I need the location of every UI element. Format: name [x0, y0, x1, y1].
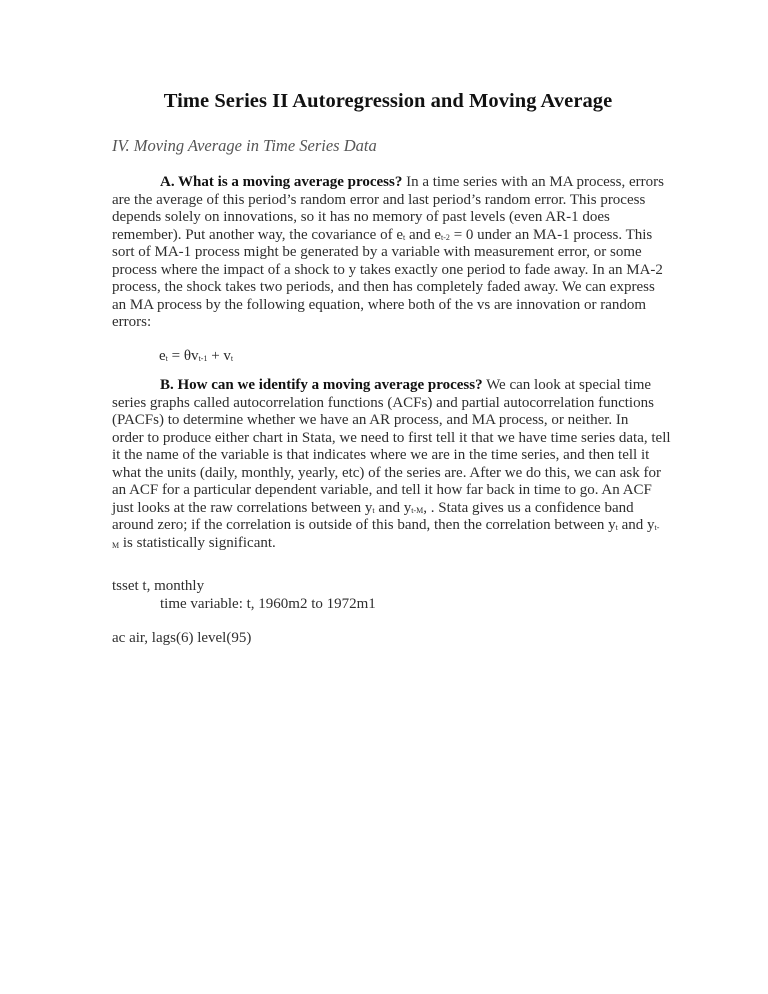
paragraph-line: B. How can we identify a moving average process? We can look at special time	[160, 377, 652, 393]
ma-equation: $e_t = \theta v_{t-1} + v_t$	[159, 348, 234, 364]
paragraph-line: errors:	[112, 314, 152, 330]
paragraph-line: around zero; if the correlation is outside of this band, then the correlation between $y_t$ and $y_{t-}$	[112, 517, 660, 533]
stata-command-ac	[112, 630, 664, 648]
paragraph-line: series graphs called autocorrelation functions (ACFs) and partial autocorrelation functions	[112, 394, 654, 411]
paragraph-line: an MA process by the following equation, where both of the vs are innovation or random	[112, 296, 647, 313]
stata-command-tsset	[112, 578, 664, 613]
paragraph-line: depends solely on innovations, so it has no memory of past levels (even AR-1 does	[112, 209, 610, 225]
command-line: ac air, lags(6) level(95)	[112, 630, 252, 646]
paragraph-line: sort of MA-1 process might be generated by a variable with measurement error, or some	[112, 244, 642, 260]
paragraph-line: $_M$ is statistically significant.	[112, 534, 276, 551]
paragraph-line: process, the shock takes two periods, and then has completely faded away. We can express	[112, 279, 655, 295]
paragraph-line: it the name of the variable is that indicates where we are in the time series, and then tell it	[112, 447, 650, 463]
paragraph-line: (PACFs) to determine whether we have an AR process, and MA process, or neither. In	[112, 412, 629, 428]
command-output-line: time variable: t, 1960m2 to 1972m1	[160, 595, 376, 612]
paragraph-section-b	[112, 377, 671, 552]
command-line: tsset t, monthly	[112, 578, 205, 594]
document-title: Time Series II Autoregression and Moving Average	[163, 90, 613, 112]
paragraph-line: what the units (daily, monthly, yearly, etc) of the series are. After we do this, we can ask for	[112, 464, 661, 481]
section-heading: IV. Moving Average in Time Series Data	[112, 136, 377, 155]
subsection-heading-a: A. What is a moving average process?	[160, 174, 403, 190]
paragraph-line: remember). Put another way, the covariance of $e_t$ and $e_{t-2} = 0$ under an MA-1 process. This	[112, 226, 653, 243]
paragraph-line: order to produce either chart in Stata, we need to first tell it that we have time series data, tell	[112, 429, 671, 446]
paragraph-line: A. What is a moving average process? In a time series with an MA process, errors	[160, 174, 664, 190]
paragraph-line: an ACF for a particular dependent variable, and tell it how far back in time to go. An ACF	[112, 482, 652, 498]
paragraph-section-a	[112, 174, 664, 332]
subsection-heading-b: B. How can we identify a moving average process?	[160, 377, 483, 393]
paragraph-line: are the average of this period’s random error and last period’s random error. This process	[112, 191, 646, 208]
paragraph-line: just looks at the raw correlations between $y_t$ and $y_{t-M}$, . Stata gives us a confidence band	[112, 499, 634, 516]
paragraph-line: process where the impact of a shock to y takes exactly one period to fade away. In an MA-2	[112, 261, 663, 278]
